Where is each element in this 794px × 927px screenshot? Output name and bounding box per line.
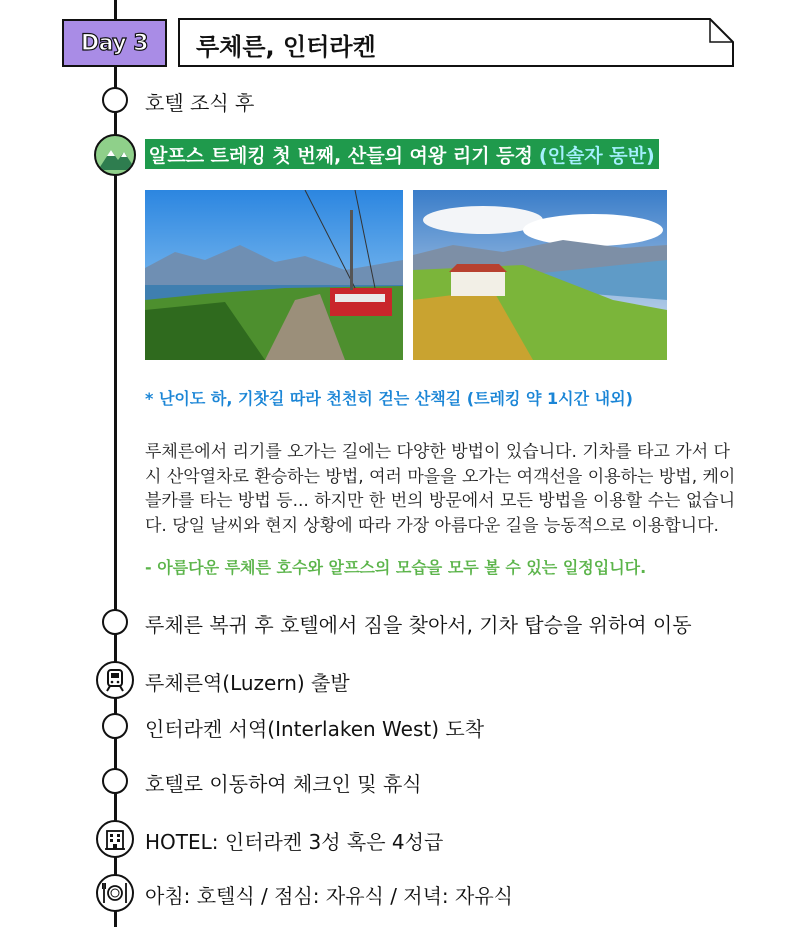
- timeline-node: [102, 87, 128, 113]
- timeline-node: [102, 713, 128, 739]
- photo-rigi-train: [145, 190, 403, 360]
- description-line: 다. 당일 날씨와 현지 상황에 따라 가장 아름다운 길을 능동적으로 이용합니다.: [145, 515, 719, 536]
- day-title-box: [178, 18, 734, 67]
- timeline-node: [102, 768, 128, 794]
- timeline-node: [102, 609, 128, 635]
- description-line: 블카를 타는 방법 등... 하지만 한 번의 방문에서 모든 방법을 이용할 수는 없습니: [145, 491, 736, 511]
- highlight-line: - 아름다운 루체른 호수와 알프스의 모습을 모두 볼 수 있는 일정입니다.: [145, 558, 647, 577]
- plate-cutlery-icon: [96, 874, 134, 912]
- description-line: 루체른에서 리기를 오가는 길에는 다양한 방법이 있습니다. 기차를 타고 가서 다: [145, 442, 730, 462]
- photo-rigi-kulm: [413, 190, 667, 360]
- return-text: 루체른 복귀 후 호텔에서 짐을 찾아서, 기차 탑승을 위하여 이동: [145, 613, 692, 637]
- train-icon: [96, 661, 134, 699]
- day-badge-label: Day 3: [80, 30, 149, 56]
- day-badge: [62, 19, 167, 67]
- hotel-building-icon: [96, 820, 134, 858]
- description-line: 시 산악열차로 환승하는 방법, 여러 마을을 오가는 여객선을 이용하는 방법, 케이: [145, 466, 736, 487]
- trek-highlight: [145, 139, 659, 169]
- difficulty-note: * 난이도 하, 기찻길 따라 천천히 걷는 산책길 (트레킹 약 1시간 내외): [145, 389, 633, 408]
- depart-text: 루체른역(Luzern) 출발: [145, 671, 350, 695]
- description-paragraph: [145, 440, 767, 538]
- hotel-text: HOTEL: 인터라켄 3성 혹은 4성급: [145, 830, 444, 854]
- day-title: 루체른, 인터라켄: [196, 33, 376, 61]
- checkin-text: 호텔로 이동하여 체크인 및 휴식: [145, 772, 422, 796]
- trek-note: (인솔자 동반): [538, 144, 655, 167]
- mountain-icon: [94, 134, 136, 176]
- trek-title: 알프스 트레킹 첫 번째, 산들의 여왕 리기 등정: [149, 144, 533, 167]
- meals-text: 아침: 호텔식 / 점심: 자유식 / 저녁: 자유식: [145, 884, 513, 908]
- arrive-text: 인터라켄 서역(Interlaken West) 도착: [145, 717, 485, 741]
- breakfast-text: 호텔 조식 후: [145, 91, 255, 115]
